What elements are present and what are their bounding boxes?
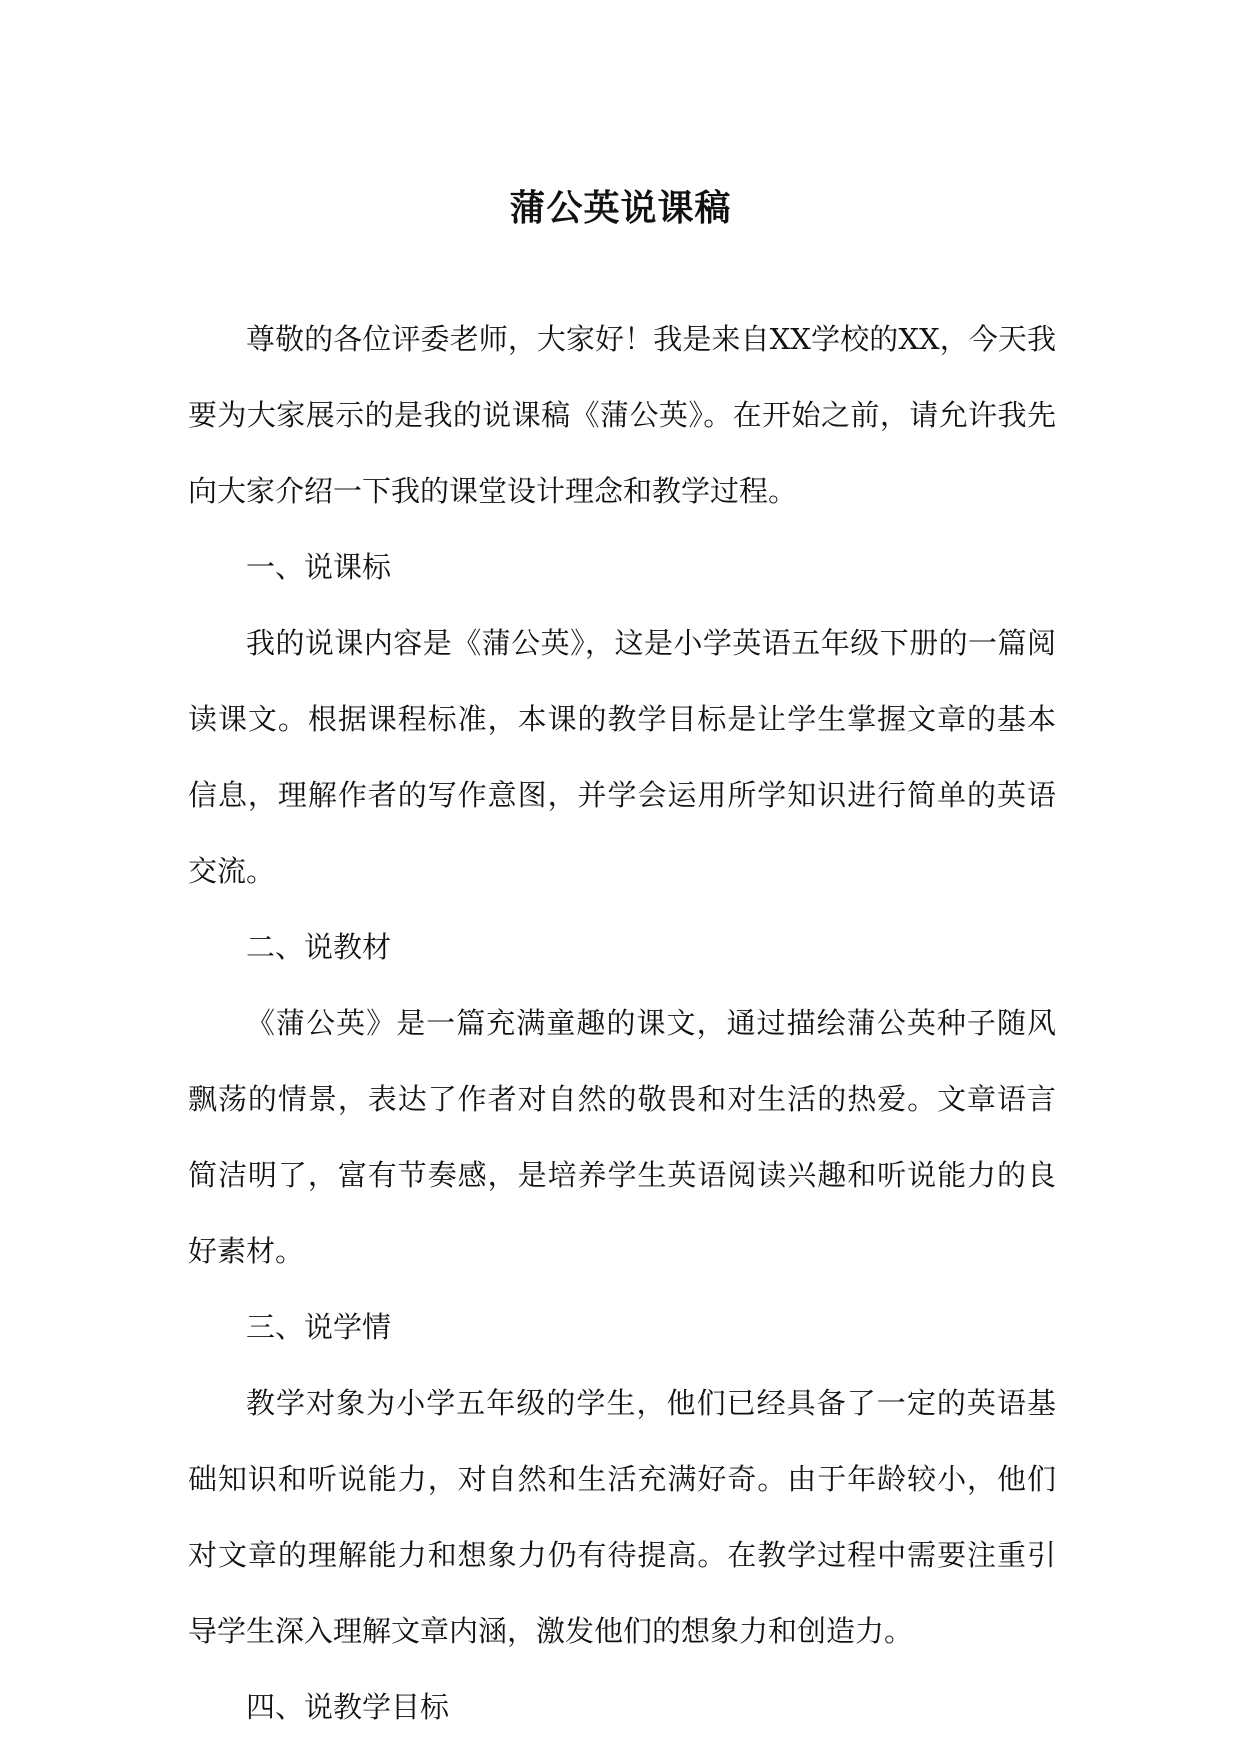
- section-heading-curriculum-standard: 一、说课标: [246, 550, 392, 584]
- document-title: 蒲公英说课稿: [509, 187, 732, 229]
- curriculum-standard-paragraph: 我的说课内容是《蒲公英》，这是小学英语五年级下册的一篇阅读课文。根据课程标准，本课的教学目标是让学生掌握文章的基本信息，理解作者的写作意图，并学会运用所学知识进行简单的英语交流。: [188, 626, 1056, 888]
- teaching-material-paragraph: 《蒲公英》是一篇充满童趣的课文，通过描绘蒲公英种子随风飘荡的情景，表达了作者对自然的敬畏和对生活的热爱。文章语言简洁明了，富有节奏感，是培养学生英语阅读兴趣和听说能力的良好素材。: [188, 1006, 1056, 1268]
- section-heading-teaching-material: 二、说教材: [246, 930, 392, 964]
- intro-paragraph: 尊敬的各位评委老师，大家好！我是来自XX学校的XX，今天我要为大家展示的是我的说课稿《蒲公英》。在开始之前，请允许我先向大家介绍一下我的课堂设计理念和教学过程。: [188, 322, 1056, 508]
- section-heading-teaching-goals: 四、说教学目标: [246, 1690, 450, 1724]
- document-body: [188, 301, 1056, 1745]
- student-analysis-paragraph: 教学对象为小学五年级的学生，他们已经具备了一定的英语基础知识和听说能力，对自然和生活充满好奇。由于年龄较小，他们对文章的理解能力和想象力仍有待提高。在教学过程中需要注重引导学生深入理解文章内涵，激发他们的想象力和创造力。: [188, 1386, 1056, 1648]
- section-heading-student-analysis: 三、说学情: [246, 1310, 392, 1344]
